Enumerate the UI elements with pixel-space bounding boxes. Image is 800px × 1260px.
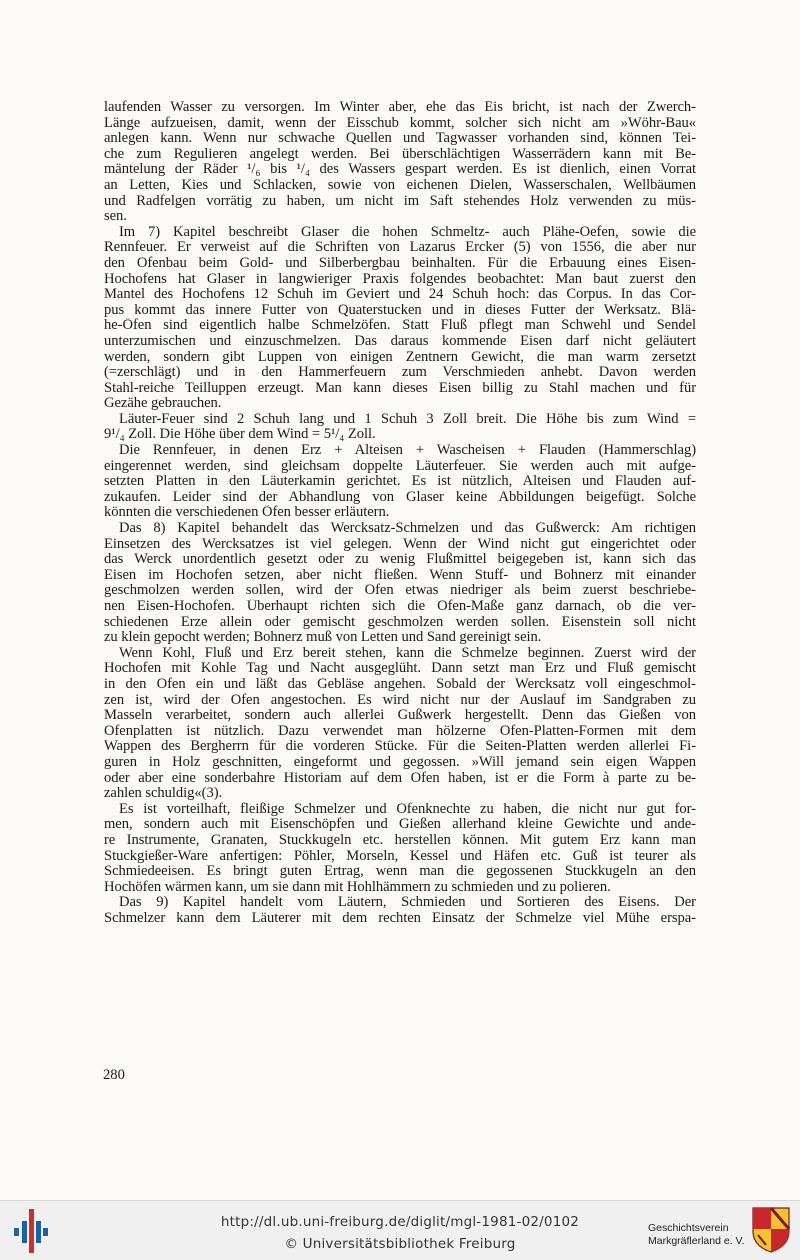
text-line: laufenden Wasser zu versorgen. Im Winter aber, ehe das Eis bricht, ist nach der Zwerch- <box>104 100 696 115</box>
text-line: Mantel des Hochofens 12 Schuh im Geviert und 24 Schuh hoch: das Corpus. In das Cor- <box>104 287 696 303</box>
text-line: zen ist, wird der Ofen angestochen. Es wird nicht nur der Auslauf im Sandgraben zu <box>104 692 696 708</box>
text-line: Hochöfen wärmen kann, um sie dann mit Hohlhämmern zu schmieden und zu polieren. <box>104 879 611 895</box>
text-line: Es ist vorteilhaft, fleißige Schmelzer und Ofenknechte zu haben, die nicht nur gut for- <box>119 801 696 817</box>
text-line: oder aber eine sonderbahre Historiam auf dem Ofen haben, ist er die Form à parte zu be- <box>104 770 696 786</box>
text-line: Länge aufzueisen, damit, wenn der Eisschub kommt, solcher sich nicht am »Wöhr-Bau« <box>104 115 696 131</box>
text-line: zukaufen. Leider sind der Abhandlung von Glaser keine Abbildungen beigefügt. Solche <box>104 489 696 505</box>
text-line: Hochofen mit Kohle Tag und Nacht ausgeglüht. Dann setzt man Erz und Fluß gemischt <box>104 661 696 677</box>
text-line: Schmelzer kann dem Läuterer mit dem rechten Einsatz der Schmelze viel Mühe erspa- <box>104 910 696 926</box>
text-line: guren in Holz geschnitten, eingeformt und gegossen. »Will jemand sein eigen Wappen <box>104 754 696 770</box>
text-line: eingerennet werden, sind gleichsam doppelte Läuterfeuer. Sie werden auch mit aufge- <box>104 458 696 474</box>
text-line: Rennfeuer. Er verweist auf die Schriften von Lazarus Ercker (5) von 1556, die aber nur <box>104 240 696 256</box>
society-name-line-1: Geschichtsverein <box>648 1222 729 1234</box>
body-text <box>104 100 696 926</box>
copyright-notice: © Universitätsbibliothek Freiburg <box>284 1236 516 1252</box>
text-line: das Werck unordentlich gesetzt oder zu wenig Flußmittel beigegeben ist, kann sich das <box>104 552 696 568</box>
text-line: Schmiedeeisen. Es bringt guten Ertrag, wenn man die gegossenen Stuckkugeln an den <box>104 864 696 880</box>
text-line: mäntelung der Räder ¹/₆ bis ¹/₄ des Wassers gespart werden. Es ist dienlich, einen Vorrat <box>104 162 696 178</box>
permalink-url[interactable]: http://dl.ub.uni-freiburg.de/diglit/mgl-1981-02/0102 <box>220 1214 580 1230</box>
text-line: werden, sondern gibt Luppen von einigen Zentnern Gewicht, die man warm zersetzt <box>104 349 696 365</box>
text-line: (=zerschlägt) und in den Hammerfeuern zum Verschmieden anhebt. Davon werden <box>104 365 696 381</box>
text-line: zahlen schuldig«(3). <box>104 786 223 802</box>
text-line: anlegen kann. Wenn nur schwache Quellen und Tagwasser vorhanden sind, können Tei- <box>104 131 696 147</box>
text-line: sen. <box>104 209 127 225</box>
viewer-footer <box>0 1200 800 1260</box>
society-name-line-2: Markgräflerland e. V. <box>648 1234 745 1247</box>
text-line: nen Eisen-Hochofen. Überhaupt richten sich die Ofen-Maße ganz darnach, ob die ver- <box>104 599 696 614</box>
text-line: Eisen im Hochofen setzen, aber nicht fließen. Wenn Stuff- und Bohnerz mit einander <box>104 567 696 583</box>
text-line: Wenn Kohl, Fluß und Erz bereit stehen, kann die Schmelze beginnen. Zuerst wird der <box>119 645 696 661</box>
page-number: 280 <box>103 1067 125 1083</box>
text-line: und Radfelgen vorrätig zu haben, um nicht im Saft stehendes Holz verwenden zu müs- <box>104 193 696 209</box>
text-line: an Letten, Kies und Schlacken, sowie von eichenen Dielen, Wasserschalen, Wellbäumen <box>104 177 696 193</box>
text-line: 9¹/₄ Zoll. Die Höhe über dem Wind = 5¹/₄ Zoll. <box>104 427 376 443</box>
text-line: Einsetzen des Wercksatzes ist viel gelegen. Wenn der Wind nicht gut eingerichtet oder <box>104 536 696 552</box>
text-line: Läuter-Feuer sind 2 Schuh lang und 1 Schuh 3 Zoll breit. Die Höhe bis zum Wind = <box>119 411 696 427</box>
text-line: Masseln verarbeitet, sondern auch allerlei Gußwerk hergestellt. Denn das Gießen von <box>104 708 696 724</box>
text-line: Stuckgießer-Ware anfertigen: Pöhler, Morseln, Kessel und Häfen etc. Guß ist teurer als <box>104 848 696 864</box>
text-line: men, sondern auch mit Eisenschöpfen und Gießen allerhand kleine Gewichte und ande- <box>104 817 696 833</box>
text-line: re Instrumente, Granaten, Stuckkugeln etc. herstellen können. Mit gutem Erz kann man <box>104 832 696 848</box>
text-line: Stahl-reiche Teilluppen erzeugt. Man kann dieses Eisen billig zu Stahl machen und für <box>104 380 696 396</box>
university-library-logo-icon[interactable] <box>14 1209 48 1253</box>
society-name <box>648 1222 745 1247</box>
text-line: geschmolzen werden sollen, wird der Ofen etwas niedriger als beim zuerst beschriebe- <box>104 583 696 599</box>
text-line: Hochofens hat Glaser in langwieriger Praxis folgendes beobachtet: Man baut zuerst den <box>104 271 696 287</box>
text-line: den Ofenbau beim Gold- und Silberbergbau beinhalten. Für die Erbauung eines Eisen- <box>104 255 696 271</box>
coat-of-arms-icon <box>752 1207 790 1253</box>
text-line: Das 9) Kapitel handelt vom Läutern, Schmieden und Sortieren des Eisens. Der <box>119 895 696 911</box>
text-line: könnten die verschiedenen Öfen besser erläutern. <box>104 505 390 521</box>
text-line: he-Öfen sind eigentlich halbe Schmelzöfen. Statt Fluß pflegt man Schwehl und Sendel <box>104 318 696 334</box>
text-line: in den Ofen ein und läßt das Gebläse angehen. Sobald der Wercksatz voll eingeschmol- <box>104 676 696 692</box>
text-line: Die Rennfeuer, in denen Erz + Alteisen + Wascheisen + Flauden (Hammerschlag) <box>119 443 696 459</box>
text-line: Wappen des Bergherrn für die vorderen Stücke. Für die Seiten-Platten werden allerlei Fi- <box>104 739 696 755</box>
text-line: Ofenplatten ist nützlich. Dazu verwendet man hölzerne Ofen-Platten-Formen mit dem <box>104 723 696 739</box>
text-line: che zum Regulieren angelegt werden. Bei überschlächtigen Wasserrädern kann mit Be- <box>104 146 696 162</box>
text-line: Im 7) Kapitel beschreibt Glaser die hohen Schmeltz- auch Plähe-Oefen, sowie die <box>119 224 696 240</box>
text-line: schiedenen Erze allein oder gemischt geschmolzen werden sollen. Eisenstein soll nicht <box>104 614 696 630</box>
text-line: unterzumischen und einzuschmelzen. Das daraus kommende Eisen darf nicht geläutert <box>104 333 696 349</box>
text-line: setzten Platten in den Läuterkamin gerichtet. Es ist nützlich, Alteisen und Flauden auf- <box>104 474 696 490</box>
text-line: Gezähe gebrauchen. <box>104 396 222 412</box>
text-line: pus kommt das innere Futter von Quaterstucken und in dieses Futter der Werksatz. Blä- <box>104 302 696 318</box>
text-line: zu klein gepocht werden; Bohnerz muß von Letten und Sand gereinigt sein. <box>104 630 542 646</box>
text-line: Das 8) Kapitel behandelt das Wercksatz-Schmelzen und das Gußwerck: Am richtigen <box>119 521 696 537</box>
